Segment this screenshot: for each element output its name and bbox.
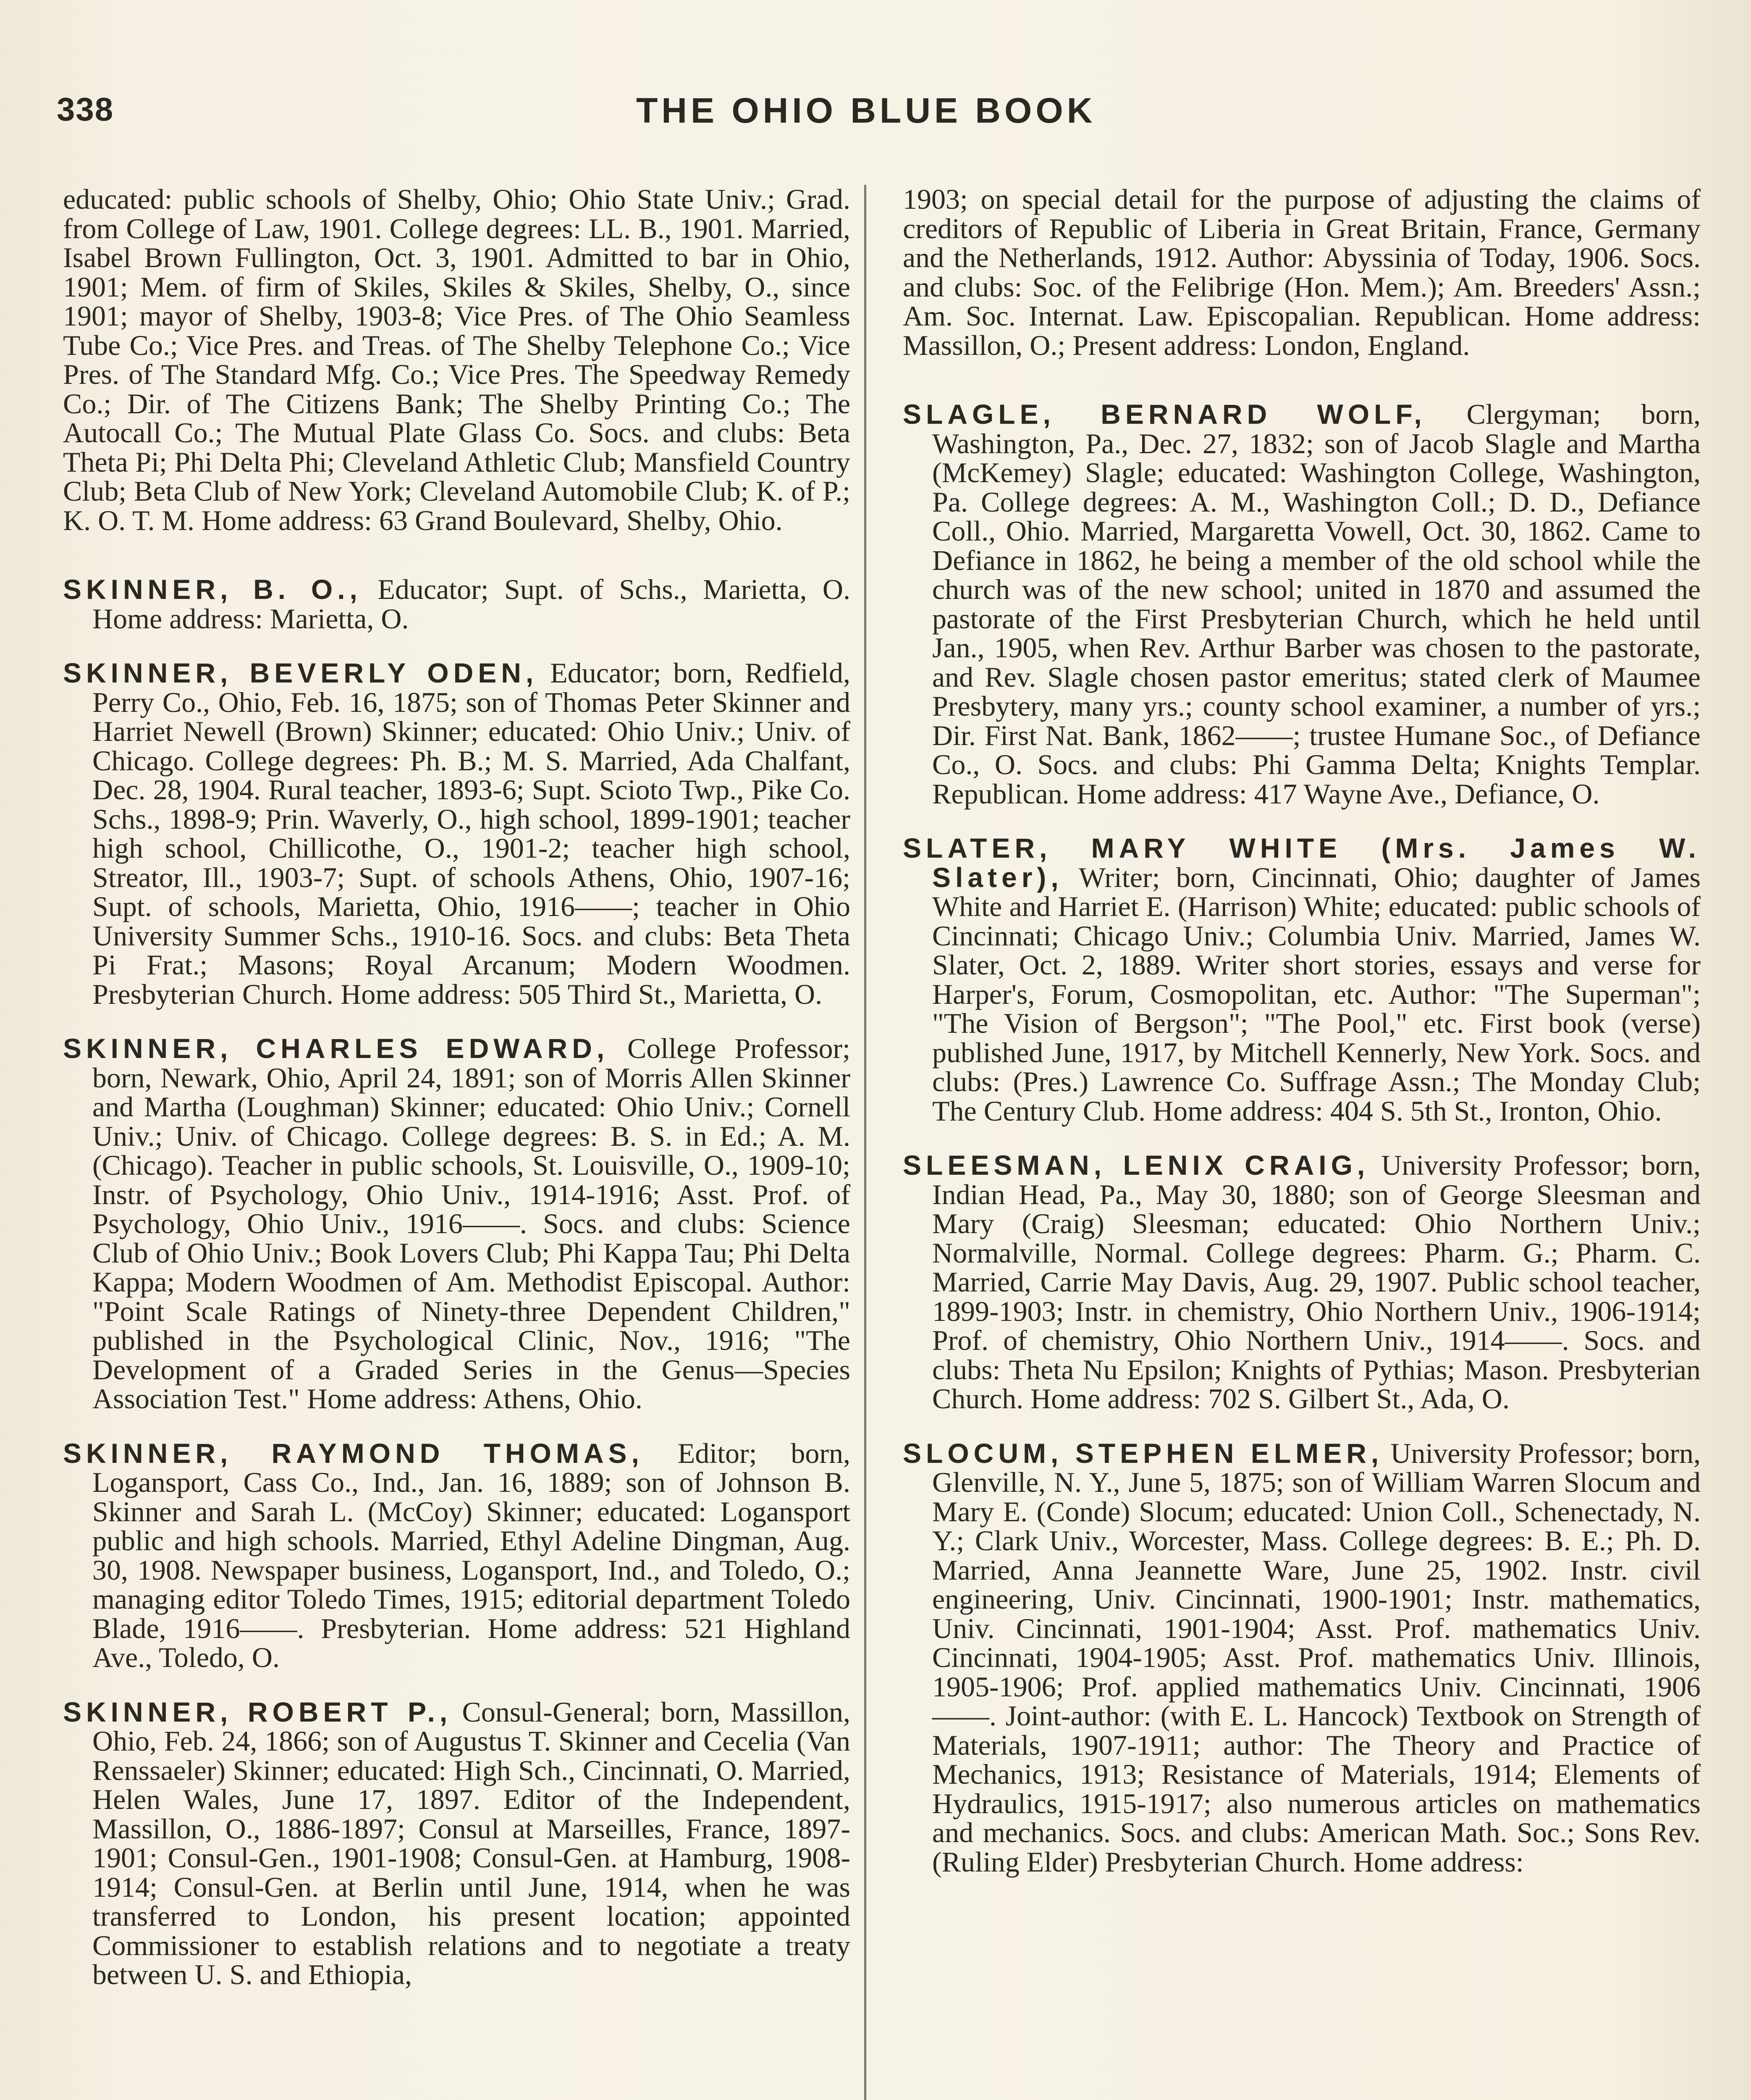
left-column [63, 185, 850, 2015]
entry-text: Educator; born, Redfield, Perry Co., Ohio, Feb. 16, 1875; son of Thomas Peter Skinner and Harriet Newell (Brown) Skinner; educated: Ohio Univ.; Univ. of Chicago. College degrees: Ph. B.; M. S. Married, Ada Chalfant, Dec. 28, 1904. Rural teacher, 1893-6; Supt. Scioto Twp., Pike Co. Schs., 1898-9; Prin. Waverly, O., high school, 1899-1901; teacher high school, Chillicothe, O., 1901-2; teacher high school, Streator, Ill., 1903-7; Supt. of schools Athens, Ohio, 1907-16; Supt. of schools, Marietta, Ohio, 1916——; teacher in Ohio University Summer Schs., 1910-16. Socs. and clubs: Beta Theta Pi Frat.; Masons; Royal Arcanum; Modern Woodmen. Presbyterian Church. Home address: 505 Third St., Marietta, O. [92, 657, 851, 1010]
entry-name: SKINNER, RAYMOND THOMAS, [63, 1437, 644, 1469]
entry-text: University Professor; born, Indian Head, Pa., May 30, 1880; son of George Sleesman and Mary (Craig) Sleesman; educated: Ohio Northern Univ.; Normalville, Normal. College degrees: Pharm. G.; Pharm. C. Married, Carrie May Davis, Aug. 29, 1907. Public school teacher, 1899-1903; Instr. in chemistry, Ohio Northern Univ., 1906-1914; Prof. of chemistry, Ohio Northern Univ., 1914——. Socs. and clubs: Theta Nu Epsilon; Knights of Pythias; Mason. Presbyterian Church. Home address: 702 S. Gilbert St., Ada, O. [932, 1149, 1701, 1415]
entry-text: educated: public schools of Shelby, Ohio; Ohio State Univ.; Grad. from College of Law, 1901. College degrees: LL. B., 1901. Married, Isabel Brown Fullington, Oct. 3, 1901. Admitted to bar in Ohio, 1901; Mem. of firm of Skiles, Skiles & Skiles, Shelby, O., since 1901; mayor of Shelby, 1903-8; Vice Pres. of The Ohio Seamless Tube Co.; Vice Pres. and Treas. of The Shelby Telephone Co.; Vice Pres. of The Standard Mfg. Co.; Vice Pres. The Speedway Remedy Co.; Dir. of The Citizens Bank; The Shelby Printing Co.; The Autocall Co.; The Mutual Plate Glass Co. Socs. and clubs: Beta Theta Pi; Phi Delta Phi; Cleveland Athletic Club; Mansfield Country Club; Beta Club of New York; Cleveland Automobile Club; K. of P.; K. O. T. M. Home address: 63 Grand Boulevard, Shelby, Ohio. [63, 183, 850, 536]
entry-text: Consul-General; born, Massillon, Ohio, Feb. 24, 1866; son of Augustus T. Skinner and Cecelia (Van Renssaeler) Skinner; educated: High Sch., Cincinnati, O. Married, Helen Wales, June 17, 1897. Editor of the Independent, Massillon, O., 1886-1897; Consul at Marseilles, France, 1897-1901; Consul-Gen., 1901-1908; Consul-Gen. at Hamburg, 1908-1914; Consul-Gen. at Berlin until June, 1914, when he was transferred to London, his present location; appointed Commissioner to establish relations and to negotiate a treaty between U. S. and Ethiopia, [92, 1696, 850, 1990]
entry-text: Writer; born, Cincinnati, Ohio; daughter of James White and Harriet E. (Harrison) White; educated: public schools of Cincinnati; Chicago Univ.; Columbia Univ. Married, James W. Slater, Oct. 2, 1889. Writer short stories, essays and verse for Harper's, Forum, Cosmopolitan, etc. Author: "The Superman"; "The Vision of Bergson"; "The Pool," etc. First book (verse) published June, 1917, by Mitchell Kennerly, New York. Socs. and clubs: (Pres.) Lawrence Co. Suffrage Assn.; The Monday Club; The Century Club. Home address: 404 S. 5th St., Ironton, Ohio. [932, 861, 1701, 1127]
entry-slocum-stephen-elmer [903, 1439, 1701, 1877]
entry-skinner-robert-p [63, 1698, 850, 1990]
entry-text: 1903; on special detail for the purpose of adjusting the claims of creditors of Republic of Liberia in Great Britain, France, Germany and the Netherlands, 1912. Author: Abyssinia of Today, 1906. Socs. and clubs: Soc. of the Felibrige (Hon. Mem.); Am. Breeders' Assn.; Am. Soc. Internat. Law. Episcopalian. Republican. Home address: Massillon, O.; Present address: London, England. [903, 183, 1701, 361]
running-head: THE OHIO BLUE BOOK [636, 91, 1096, 130]
entry-skinner-beverly-oden [63, 659, 850, 1009]
page-header [57, 90, 1703, 136]
entry-text: Editor; born, Logansport, Cass Co., Ind., Jan. 16, 1889; son of Johnson B. Skinner and Sarah L. (McCoy) Skinner; educated: Logansport public and high schools. Married, Ethyl Adeline Dingman, Aug. 30, 1908. Newspaper business, Logansport, Ind., and Toledo, O.; managing editor Toledo Times, 1915; editorial department Toledo Blade, 1916——. Presbyterian. Home address: 521 Highland Ave., Toledo, O. [92, 1437, 850, 1673]
entry-text: University Professor; born, Glenville, N. Y., June 5, 1875; son of William Warren Slocum and Mary E. (Conde) Slocum; educated: Union Coll., Schenectady, N. Y.; Clark Univ., Worcester, Mass. College degrees: B. E.; Ph. D. Married, Anna Jeannette Ware, June 25, 1902. Instr. civil engineering, Univ. Cincinnati, 1900-1901; Instr. mathematics, Univ. Cincinnati, 1901-1904; Asst. Prof. mathematics Univ. Cincinnati, 1904-1905; Asst. Prof. mathematics Univ. Illinois, 1905-1906; Prof. applied mathematics Univ. Cincinnati, 1906——. Joint-author: (with E. L. Hancock) Textbook on Strength of Materials, 1907-1911; author: The Theory and Practice of Mechanics, 1913; Resistance of Materials, 1914; Elements of Hydraulics, 1915-1917; also numerous articles on mathematics and mechanics. Socs. and clubs: American Math. Soc.; Sons Rev. (Ruling Elder) Presbyterian Church. Home address: [932, 1437, 1701, 1878]
entry-slater-mary-white [903, 834, 1701, 1126]
entry-name: SLEESMAN, LENIX CRAIG, [903, 1150, 1370, 1181]
entry-skinner-b-o [63, 575, 850, 633]
entry-name: SKINNER, B. O., [63, 574, 362, 605]
page-number: 338 [57, 91, 114, 128]
entry-text: College Professor; born, Newark, Ohio, April 24, 1891; son of Morris Allen Skinner and Martha (Loughman) Skinner; educated: Ohio Univ.; Cornell Univ.; Univ. of Chicago. College degrees: B. S. in Ed.; A. M. (Chicago). Teacher in public schools, St. Louisville, O., 1909-10; Instr. of Psychology, Ohio Univ., 1914-1916; Asst. Prof. of Psychology, Ohio Univ., 1916——. Socs. and clubs: Science Club of Ohio Univ.; Book Lovers Club; Phi Kappa Tau; Phi Delta Kappa; Modern Woodmen of Am. Methodist Episcopal. Author: "Point Scale Ratings of Ninety-three Dependent Children," published in the Psychological Clinic, Nov., 1916; "The Development of a Graded Series in the Genus—Species Association Test." Home address: Athens, Ohio. [92, 1032, 851, 1415]
entry-name: SKINNER, ROBERT P., [63, 1696, 452, 1727]
entry-slagle-bernard-wolf [903, 400, 1701, 808]
entry-text: Clergyman; born, Washington, Pa., Dec. 27, 1832; son of Jacob Slagle and Martha (McKemey) Slagle; educated: Washington College, Washington, Pa. College degrees: A. M., Washington Coll.; D. D., Defiance Coll., Ohio. Married, Margaretta Vowell, Oct. 30, 1862. Came to Defiance in 1862, he being a member of the old school while the church was of the new school; united in 1870 and assumed the pastorate of the First Presbyterian Church, which he held until Jan., 1905, when Rev. Arthur Barber was chosen to the pastorate, and Rev. Slagle chosen pastor emeritus; stated clerk of Maumee Presbytery, many yrs.; county school examiner, a number of yrs.; Dir. First Nat. Bank, 1862——; trustee Humane Soc., of Defiance Co., O. Socs. and clubs: Phi Gamma Delta; Knights Templar. Republican. Home address: 417 Wayne Ave., Defiance, O. [932, 398, 1701, 810]
entry-skinner-raymond-thomas [63, 1439, 850, 1672]
entry-skinner-charles-edward [63, 1034, 850, 1414]
entry-continuation [63, 185, 850, 535]
entry-name: SLOCUM, STEPHEN ELMER, [903, 1437, 1384, 1469]
entry-name: SLATER, MARY WHITE (Mrs. James W. Slater), [903, 832, 1701, 893]
entry-name: SKINNER, BEVERLY ODEN, [63, 657, 538, 688]
entry-sleesman-lenix-craig [903, 1151, 1701, 1414]
column-divider [864, 185, 866, 2100]
entry-name: SLAGLE, BERNARD WOLF, [903, 399, 1426, 430]
entry-name: SKINNER, CHARLES EDWARD, [63, 1033, 609, 1064]
entry-text: Educator; Supt. of Schs., Marietta, O. Home address: Marietta, O. [92, 573, 850, 635]
right-column [903, 185, 1701, 1902]
entry-continuation [903, 185, 1701, 360]
